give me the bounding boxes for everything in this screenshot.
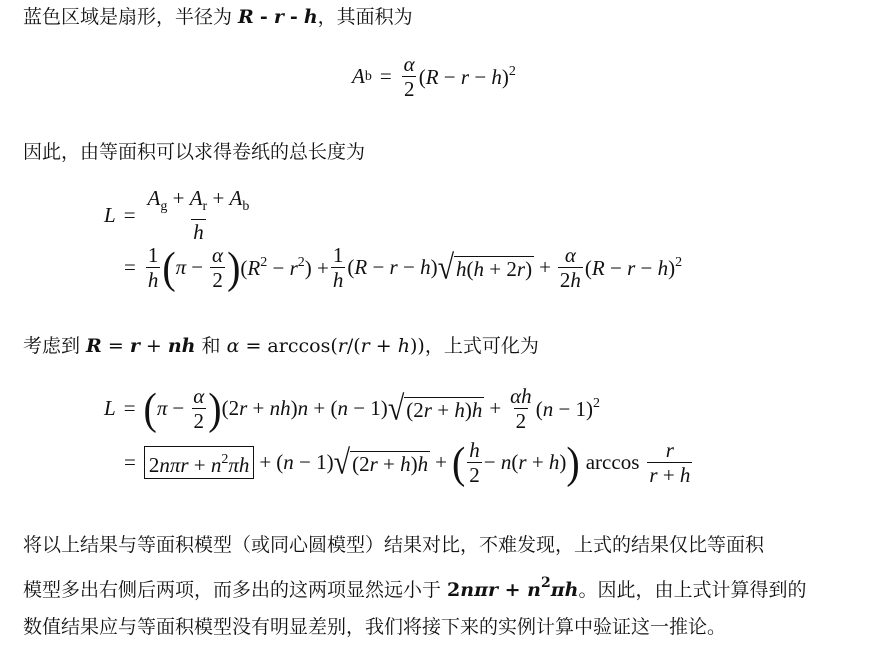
paragraph-sector-area [23, 2, 413, 32]
equation-length-line2: = $\frac{1}{h}$ ( π − $\frac{\alpha}{2}$ ) $(R^2 - r^2)$ + $\frac{1}{h}$ (R − r − h) √ h(h + 2r) + $\frac{\alpha}{2h}$ $(R - r - h)^2$ [124, 242, 683, 292]
p1-text: 蓝色区域是扇形，半径为 R - r - h，其面积为 [23, 6, 413, 28]
equation-simplified-line2: = $2n\pi r + n^2\pi h$ + (n − 1) √ (2r + h)h + ( $\frac{h}{2}$ − n(r + h) ) arccos $\frac{r}{r + h}$ [124, 437, 691, 487]
boxed-main-term: $2n\pi r + n^2\pi h$ [144, 446, 255, 479]
equation-sector-area: A b = $\frac{\alpha}{2}$ $(R - r - h)^2$ [352, 52, 516, 101]
paragraph-comparison-line3 [23, 612, 726, 642]
p3-text: 考虑到 R = r + nh 和 α = arccos(r/(r + h))，上式可化为 [23, 335, 539, 357]
p4-line2-text: 模型多出右侧后两项，而多出的这两项显然远小于 $2n\pi r + n^2\pi h$。因此，由上式计算得到的 [23, 575, 807, 601]
paragraph-comparison-line2 [23, 568, 807, 605]
p4-line1-text: 将以上结果与等面积模型（或同心圆模型）结果对比，不难发现，上式的结果仅比等面积 [23, 534, 765, 556]
equation-simplified-line1: L = ( π − $\frac{\alpha}{2}$ ) (2r + nh)n + (n − 1) √ (2r + h)h + $\frac{\alpha h}{2}$ $(n - 1)^2$ [104, 383, 601, 433]
p4-line3-text: 数值结果应与等面积模型没有明显差别，我们将接下来的实例计算中验证这一推论。 [23, 616, 727, 638]
paragraph-total-length [23, 137, 365, 167]
paragraph-comparison-line1 [23, 530, 764, 560]
paragraph-substitution [23, 331, 539, 361]
p2-text: 因此，由等面积可以求得卷纸的总长度为 [23, 141, 366, 163]
equation-length-line1: L = $\frac{A_g + A_r + A_b}{h}$ [104, 186, 250, 244]
